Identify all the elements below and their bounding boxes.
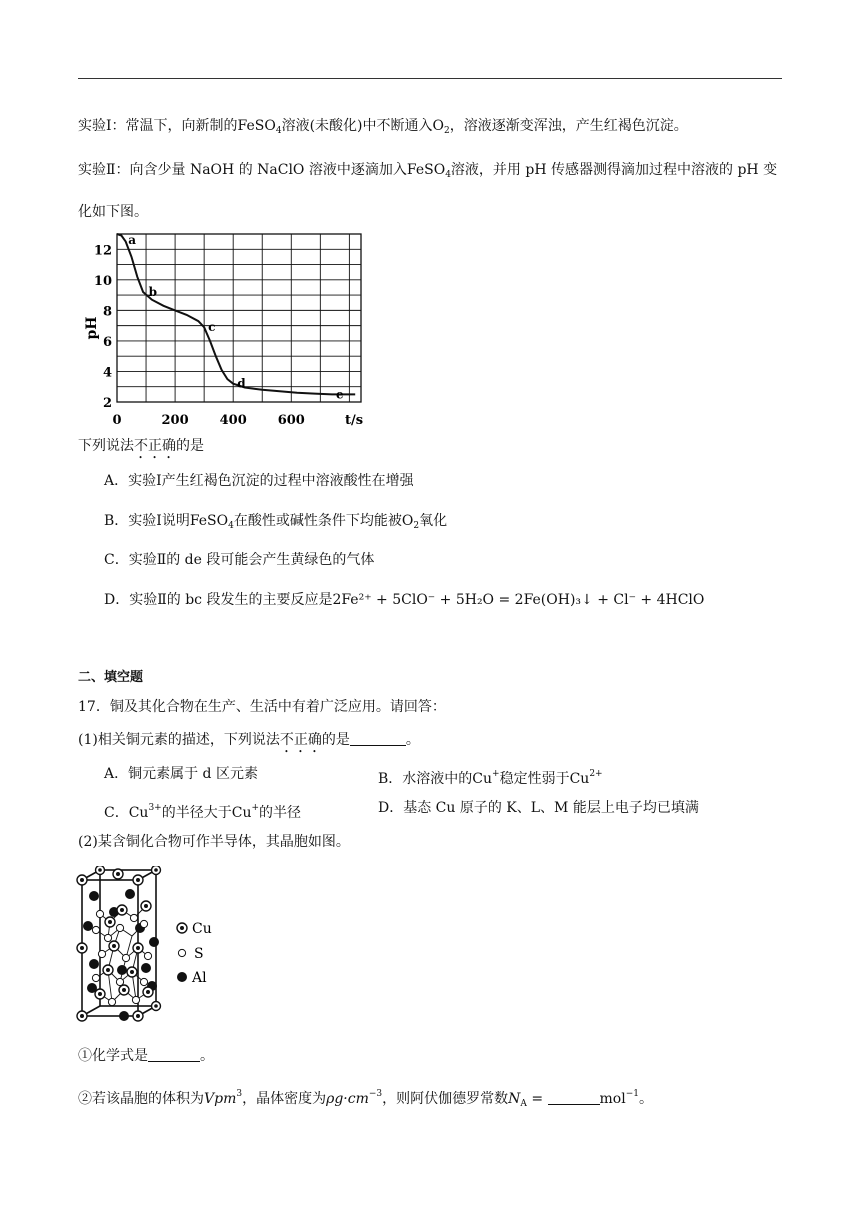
q16-option-c[interactable]: C．实验Ⅱ的 de 段可能会产生黄绿色的气体 [104,552,375,568]
q16-stem-pre: 下列说法 [78,438,134,454]
q17-c-ion2-charge: + [251,803,260,813]
q17-sub2-mid2: ，则阿伏伽德罗常数 [382,1091,509,1107]
header-rule [78,78,782,79]
cell-atoms-cu [77,866,161,1021]
q17-part1 [78,730,420,756]
y-tick-label: 4 [102,365,112,381]
q16-stem-emph: 不正确 [134,438,176,454]
q17-sub2-unit: mol [599,1091,626,1107]
q17-sub2-volume-sup: 3 [236,1089,243,1099]
q17-c-post: 的半径 [259,805,302,821]
q16-option-a[interactable]: A．实验Ⅰ产生红褐色沉淀的过程中溶液酸性在增强 [104,473,414,489]
q17-sub2-density: ρg·cm [326,1091,369,1107]
section-title: 二、填空题 [78,670,144,685]
q17-b-ion2: Cu [569,771,590,787]
y-tick-label: 12 [93,243,112,259]
experiment-1-text [78,116,688,141]
legend-al [177,970,207,986]
q16-b-reagent-sub: 4 [228,521,234,531]
legend-s-label: S [194,946,204,962]
exp1-gas: O [432,118,444,134]
chart-point-labels [128,233,344,401]
x-tick-label: 400 [219,413,247,428]
q16-option-b[interactable] [104,511,447,536]
q16-option-d[interactable] [104,590,704,610]
q17-sub2-pre: ②若该晶胞的体积为 [78,1091,204,1107]
q17-c-pre: C． [104,805,129,821]
q17-sub2-mid: ，晶体密度为 [242,1091,327,1107]
exp1-reagent: FeSO [237,118,276,134]
q16-d-pre: D．实验Ⅱ的 bc 段发生的主要反应是 [104,592,333,608]
q16-d-equation: 2Fe²⁺ + 5ClO⁻ + 5H₂O = 2Fe(OH)₃↓ + Cl⁻ + 4HClO [332,592,705,608]
q17-sub2-volume: Vpm [204,1091,237,1107]
x-tick-label: 0 [112,413,122,428]
q17-part2: (2)某含铜化合物可作半导体，其晶胞如图。 [78,834,350,850]
legend-cu-label: Cu [192,921,212,937]
q17-sub2-end: 。 [639,1091,653,1107]
q17-sub2-unit-sup: −1 [625,1089,639,1099]
x-tick-label: 200 [161,413,189,428]
point-label-a: a [128,233,137,248]
q17-1-end: 。 [405,732,420,748]
q17-c-ion1-charge: 3+ [148,803,162,813]
exp2-tail: 溶液，并用 pH 传感器测得滴加过程中溶液的 pH 变 [450,162,778,178]
x-axis-label: t/s [344,413,364,428]
q16-b-reagent: FeSO [189,513,229,529]
q17-1-answer-blank[interactable] [350,731,406,746]
q17-sub2-density-sup: −3 [368,1089,383,1099]
point-label-c: c [208,320,216,335]
point-label-e: e [335,387,344,402]
point-label-d: d [237,376,246,391]
ph-chart [78,226,378,432]
q17-c-ion2: Cu [231,805,252,821]
q16-b-post: 氧化 [419,513,448,529]
q16-b-pre: B．实验Ⅰ说明 [104,513,190,529]
q17-b-ion1-charge: + [492,769,500,779]
q16-stem-post: 的是 [176,438,204,454]
q17-1-emph: 不正确 [279,732,322,748]
legend-s-icon [178,949,185,956]
q17-b-ion2-charge: 2+ [589,769,603,779]
q17-c-ion1: Cu [128,805,149,821]
q17-sub1-pre: ①化学式是 [78,1048,148,1064]
q17-sub2-eq: = [526,1091,548,1107]
point-label-b: b [148,285,157,300]
q17-1-post: 的是 [321,732,350,748]
question-17-stem: 17．铜及其化合物在生产、生活中有着广泛应用。请回答： [78,699,446,715]
exp1-tail: ，溶液逐渐变浑浊，产生红褐色沉淀。 [449,118,688,134]
q16-b-gas: O [401,513,414,529]
legend-s [178,946,203,962]
q17-b-pre: B．水溶液中的 [378,771,473,787]
ph-curve-line [117,234,355,394]
q17-c-mid: 的半径大于 [161,805,232,821]
crystal-cell-diagram [74,866,254,1026]
q17-sub2-na: N [508,1091,521,1107]
exp2-lead: 实验Ⅱ：向含少量 NaOH 的 NaClO 溶液中逐滴加入 [78,162,407,178]
q17-sub2-na-sub: A [520,1099,527,1109]
x-tick-label: 600 [277,413,305,428]
y-tick-label: 6 [102,334,112,350]
y-tick-label: 8 [102,304,112,320]
q17-sub1-answer-blank[interactable] [148,1047,200,1062]
experiment-2-text [78,160,777,185]
q17-sub1 [78,1046,214,1066]
q17-option-d[interactable]: D．基态 Cu 原子的 K、L、M 能层上电子均已填满 [378,800,699,816]
q16-b-gas-sub: 2 [413,521,420,531]
q16-b-mid: 在酸性或碱性条件下均能被 [233,513,402,529]
exp2-reagent-sub: 4 [445,170,451,180]
q17-option-a[interactable]: A．铜元素属于 d 区元素 [104,766,258,782]
q17-sub1-end: 。 [200,1048,214,1064]
experiment-2-line2: 化如下图。 [78,204,148,220]
y-tick-label: 10 [93,273,112,289]
q17-option-b[interactable] [378,764,603,789]
chart-ticks [94,243,305,428]
legend-cu [177,921,212,937]
exp1-reagent-sub: 4 [275,126,282,136]
q17-b-mid: 稳定性弱于 [499,771,570,787]
q17-1-pre: (1)相关铜元素的描述，下列说法 [78,732,280,748]
q17-option-c[interactable] [104,798,301,823]
y-axis-label: pH [84,316,100,340]
question-16-stem [78,436,204,462]
legend-al-icon [177,972,187,982]
exp2-reagent: FeSO [406,162,446,178]
exp1-lead: 实验Ⅰ：常温下，向新制的 [78,118,238,134]
q17-sub2 [78,1084,653,1114]
q17-b-ion1: Cu [472,771,493,787]
legend-al-label: Al [192,970,207,986]
exp1-mid: 溶液(未酸化)中不断通入 [281,118,433,134]
q17-sub2-answer-blank[interactable] [548,1090,600,1105]
exp1-gas-sub: 2 [444,126,450,136]
y-tick-label: 2 [102,396,112,411]
